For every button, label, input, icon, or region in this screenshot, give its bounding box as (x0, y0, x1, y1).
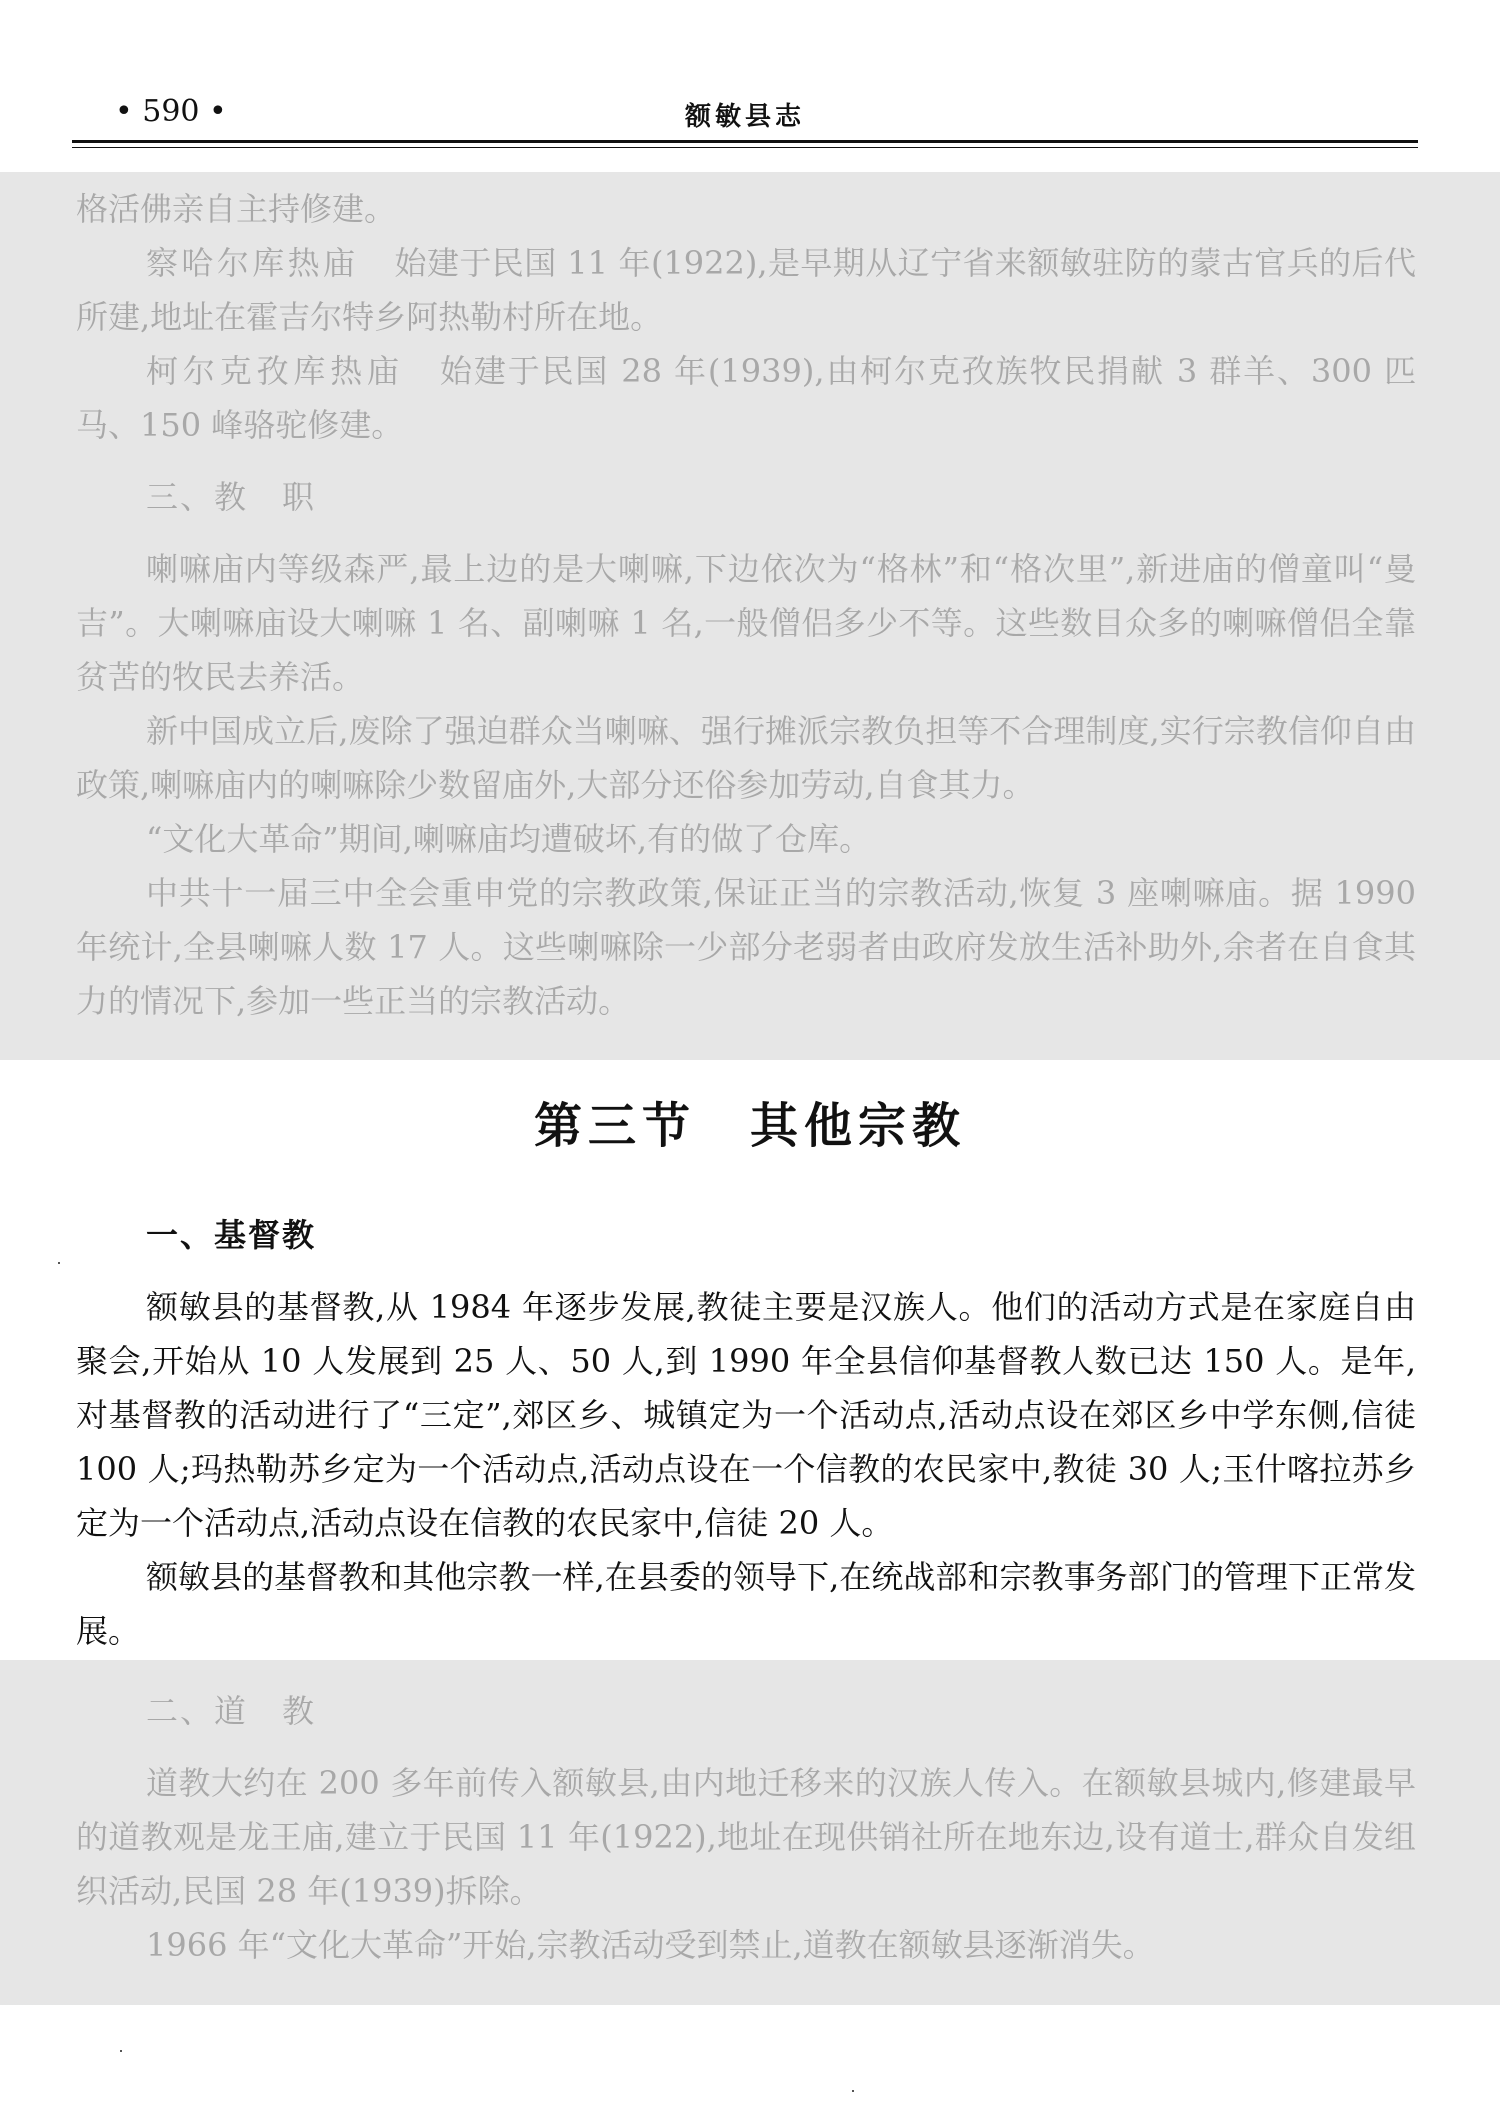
paragraph: 额敏县的基督教和其他宗教一样,在县委的领导下,在统战部和宗教事务部门的管理下正常发展。 (76, 1558, 1416, 1650)
paragraph: 中共十一届三中全会重申党的宗教政策,保证正当的宗教活动,恢复 3 座喇嘛庙。据 1990 年统计,全县喇嘛人数 17 人。这些喇嘛除一少部分老弱者由政府发放生活补助外,余者在自食其力的情况下,参加一些正当的宗教活动。 (76, 874, 1416, 1020)
top-text-block (76, 182, 1416, 1028)
paragraph-text: 始建于民国 11 年(1922),是早期从辽宁省来额敏驻防的蒙古官兵的后代所建,地址在霍吉尔特乡阿热勒村所在地。 (76, 244, 1416, 336)
paragraph: 1966 年“文化大革命”开始,宗教活动受到禁止,道教在额敏县逐渐消失。 (146, 1926, 1155, 1964)
page-number: • 590 • (115, 94, 227, 129)
paragraph: “文化大革命”期间,喇嘛庙均遭破坏,有的做了仓库。 (146, 820, 872, 858)
paragraph: 新中国成立后,废除了强迫群众当喇嘛、强行摊派宗教负担等不合理制度,实行宗教信仰自由政策,喇嘛庙内的喇嘛除少数留庙外,大部分还俗参加劳动,自食其力。 (76, 712, 1416, 804)
scan-speck (58, 1262, 60, 1264)
book-title: 额敏县志 (684, 102, 805, 132)
temple-name: 察哈尔库热庙 (146, 244, 359, 282)
subsection-heading: 一、基督教 (146, 1216, 317, 1254)
header-rule-thick (72, 140, 1418, 143)
paragraph (76, 344, 1416, 452)
scan-speck (852, 2090, 854, 2092)
paragraph: 额敏县的基督教,从 1984 年逐步发展,教徒主要是汉族人。他们的活动方式是在家庭自由聚会,开始从 10 人发展到 25 人、50 人,到 1990 年全县信仰基督教人数已达 150 人。是年,对基督教的活动进行了“三定”,郊区乡、城镇定为一个活动点,活动点设在郊区乡中学东侧,信徒 100 人;玛热勒苏乡定为一个活动点,活动点设在一个信教的农民家中,教徒 30 人;玉什喀拉苏乡定为一个活动点,活动点设在信教的农民家中,信徒 20 人。 (76, 1288, 1416, 1542)
paragraph: 道教大约在 200 多年前传入额敏县,由内地迁移来的汉族人传入。在额敏县城内,修建最早的道教观是龙王庙,建立于民国 11 年(1922),地址在现供销社所在地东边,设有道士,群众自发组织活动,民国 28 年(1939)拆除。 (76, 1764, 1416, 1910)
header-rule-thin (72, 147, 1418, 148)
section-title: 第三节 其他宗教 (533, 1098, 966, 1154)
paragraph: 格活佛亲自主持修建。 (76, 190, 397, 228)
scan-speck (120, 2050, 122, 2052)
bottom-text-block (76, 1666, 1416, 1972)
temple-name: 柯尔克孜库热庙 (146, 352, 404, 390)
middle-text-block (76, 1190, 1416, 1658)
subsection-heading: 二、道 教 (146, 1692, 317, 1730)
paragraph (76, 236, 1416, 344)
paragraph-text: 始建于民国 28 年(1939),由柯尔克孜族牧民捐献 3 群羊、300 匹马、150 峰骆驼修建。 (76, 352, 1416, 444)
paragraph: 喇嘛庙内等级森严,最上边的是大喇嘛,下边依次为“格林”和“格次里”,新进庙的僧童叫“曼吉”。大喇嘛庙设大喇嘛 1 名、副喇嘛 1 名,一般僧侣多少不等。这些数目众多的喇嘛僧侣全靠贫苦的牧民去养活。 (76, 550, 1416, 696)
page-header (75, 92, 1415, 138)
subsection-heading: 三、教 职 (146, 478, 317, 516)
